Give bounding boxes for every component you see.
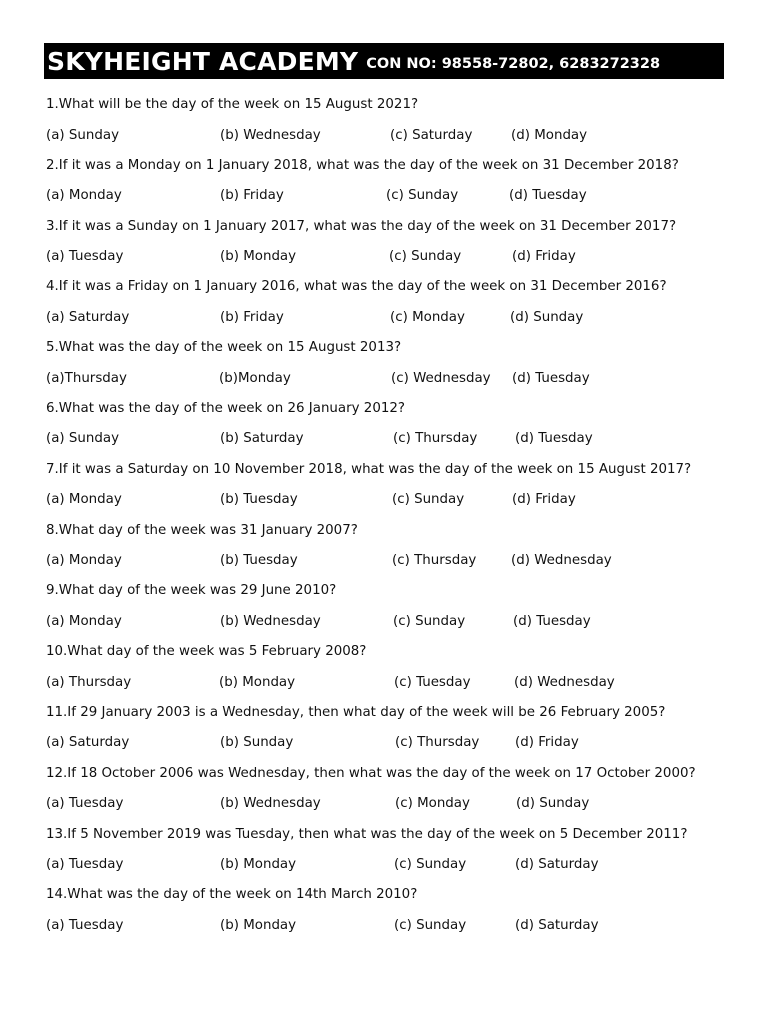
option-a: (a) Monday <box>46 492 122 508</box>
option-c: (c) Wednesday <box>391 370 491 386</box>
option-c: (c) Thursday <box>392 553 477 569</box>
option-d: (d) Wednesday <box>514 674 615 690</box>
option-a: (a) Sunday <box>46 127 120 143</box>
option-d: (d) Tuesday <box>515 431 593 447</box>
option-a: (a) Saturday <box>46 735 130 751</box>
option-b: (b) Monday <box>220 857 297 873</box>
option-c: (c) Sunday <box>392 492 465 508</box>
question-text: 9.What day of the week was 29 June 2010? <box>46 583 337 599</box>
option-c: (c) Sunday <box>394 857 467 873</box>
question-text: 14.What was the day of the week on 14th March 2010? <box>46 887 418 903</box>
question-text: 3.If it was a Sunday on 1 January 2017, what was the day of the week on 31 December 2017? <box>46 218 677 234</box>
option-d: (d) Tuesday <box>513 613 591 629</box>
question-text: 12.If 18 October 2006 was Wednesday, then what was the day of the week on 17 October 2000? <box>46 765 696 781</box>
question-text: 7.If it was a Saturday on 10 November 2018, what was the day of the week on 15 August 2017? <box>46 461 692 477</box>
option-d: (d) Monday <box>511 127 588 143</box>
option-c: (c) Sunday <box>389 249 462 265</box>
question-item <box>46 521 736 582</box>
option-d: (d) Sunday <box>510 309 584 325</box>
option-a: (a) Saturday <box>46 309 130 325</box>
option-d: (d) Sunday <box>516 796 590 812</box>
question-item <box>46 338 736 399</box>
option-a: (a) Monday <box>46 553 122 569</box>
option-b: (b) Monday <box>219 674 296 690</box>
option-d: (d) Friday <box>512 249 576 265</box>
option-d: (d) Saturday <box>515 917 599 933</box>
option-c: (c) Sunday <box>386 188 459 204</box>
question-item <box>46 95 736 156</box>
option-c: (c) Sunday <box>393 613 466 629</box>
question-item <box>46 399 736 460</box>
option-c: (c) Monday <box>395 796 470 812</box>
question-item <box>46 460 736 521</box>
question-item <box>46 703 736 764</box>
option-a: (a) Tuesday <box>46 857 124 873</box>
option-b: (b) Monday <box>220 249 297 265</box>
question-text: 8.What day of the week was 31 January 2007? <box>46 522 358 538</box>
option-a: (a) Tuesday <box>46 917 124 933</box>
option-b: (b) Wednesday <box>220 613 321 629</box>
option-b: (b) Monday <box>220 917 297 933</box>
option-d: (d) Tuesday <box>512 370 590 386</box>
option-c: (c) Tuesday <box>394 674 471 690</box>
question-list <box>46 95 736 946</box>
option-c: (c) Sunday <box>394 917 467 933</box>
question-text: 4.If it was a Friday on 1 January 2016, what was the day of the week on 31 December 2016? <box>46 279 667 295</box>
question-text: 10.What day of the week was 5 February 2008? <box>46 644 367 660</box>
option-d: (d) Friday <box>515 735 579 751</box>
option-d: (d) Tuesday <box>509 188 587 204</box>
question-text: 5.What was the day of the week on 15 August 2013? <box>46 340 402 356</box>
question-item <box>46 581 736 642</box>
option-b: (b) Sunday <box>220 735 294 751</box>
option-b: (b)Monday <box>219 370 291 386</box>
option-d: (d) Wednesday <box>511 553 612 569</box>
question-item <box>46 277 736 338</box>
option-b: (b) Wednesday <box>220 127 321 143</box>
option-a: (a) Tuesday <box>46 249 124 265</box>
option-b: (b) Saturday <box>220 431 304 447</box>
option-a: (a) Sunday <box>46 431 120 447</box>
question-text: 2.If it was a Monday on 1 January 2018, what was the day of the week on 31 December 2018? <box>46 157 679 173</box>
question-text: 11.If 29 January 2003 is a Wednesday, then what day of the week will be 26 February 2005? <box>46 704 666 720</box>
question-item <box>46 217 736 278</box>
option-d: (d) Friday <box>512 492 576 508</box>
option-b: (b) Wednesday <box>220 796 321 812</box>
question-text: 1.What will be the day of the week on 15 August 2021? <box>46 97 419 112</box>
contact-number: CON NO: 98558-72802, 6283272328 <box>366 56 661 72</box>
header-banner <box>44 43 724 79</box>
question-item <box>46 885 736 946</box>
question-text: 13.If 5 November 2019 was Tuesday, then what was the day of the week on 5 December 2011? <box>46 826 688 842</box>
option-d: (d) Saturday <box>515 857 599 873</box>
option-a: (a) Monday <box>46 613 122 629</box>
option-c: (c) Thursday <box>393 431 478 447</box>
academy-title: SKYHEIGHT ACADEMY <box>47 46 359 76</box>
question-item <box>46 825 736 886</box>
question-item <box>46 764 736 825</box>
question-item <box>46 156 736 217</box>
option-b: (b) Friday <box>220 309 284 325</box>
option-a: (a) Tuesday <box>46 796 124 812</box>
option-a: (a) Thursday <box>46 674 132 690</box>
option-a: (a)Thursday <box>46 370 127 386</box>
option-b: (b) Tuesday <box>220 492 298 508</box>
option-b: (b) Tuesday <box>220 553 298 569</box>
question-item <box>46 642 736 703</box>
option-c: (c) Thursday <box>395 735 480 751</box>
option-c: (c) Saturday <box>390 127 473 143</box>
option-b: (b) Friday <box>220 188 284 204</box>
question-text: 6.What was the day of the week on 26 January 2012? <box>46 400 405 416</box>
option-a: (a) Monday <box>46 188 122 204</box>
option-c: (c) Monday <box>390 309 465 325</box>
